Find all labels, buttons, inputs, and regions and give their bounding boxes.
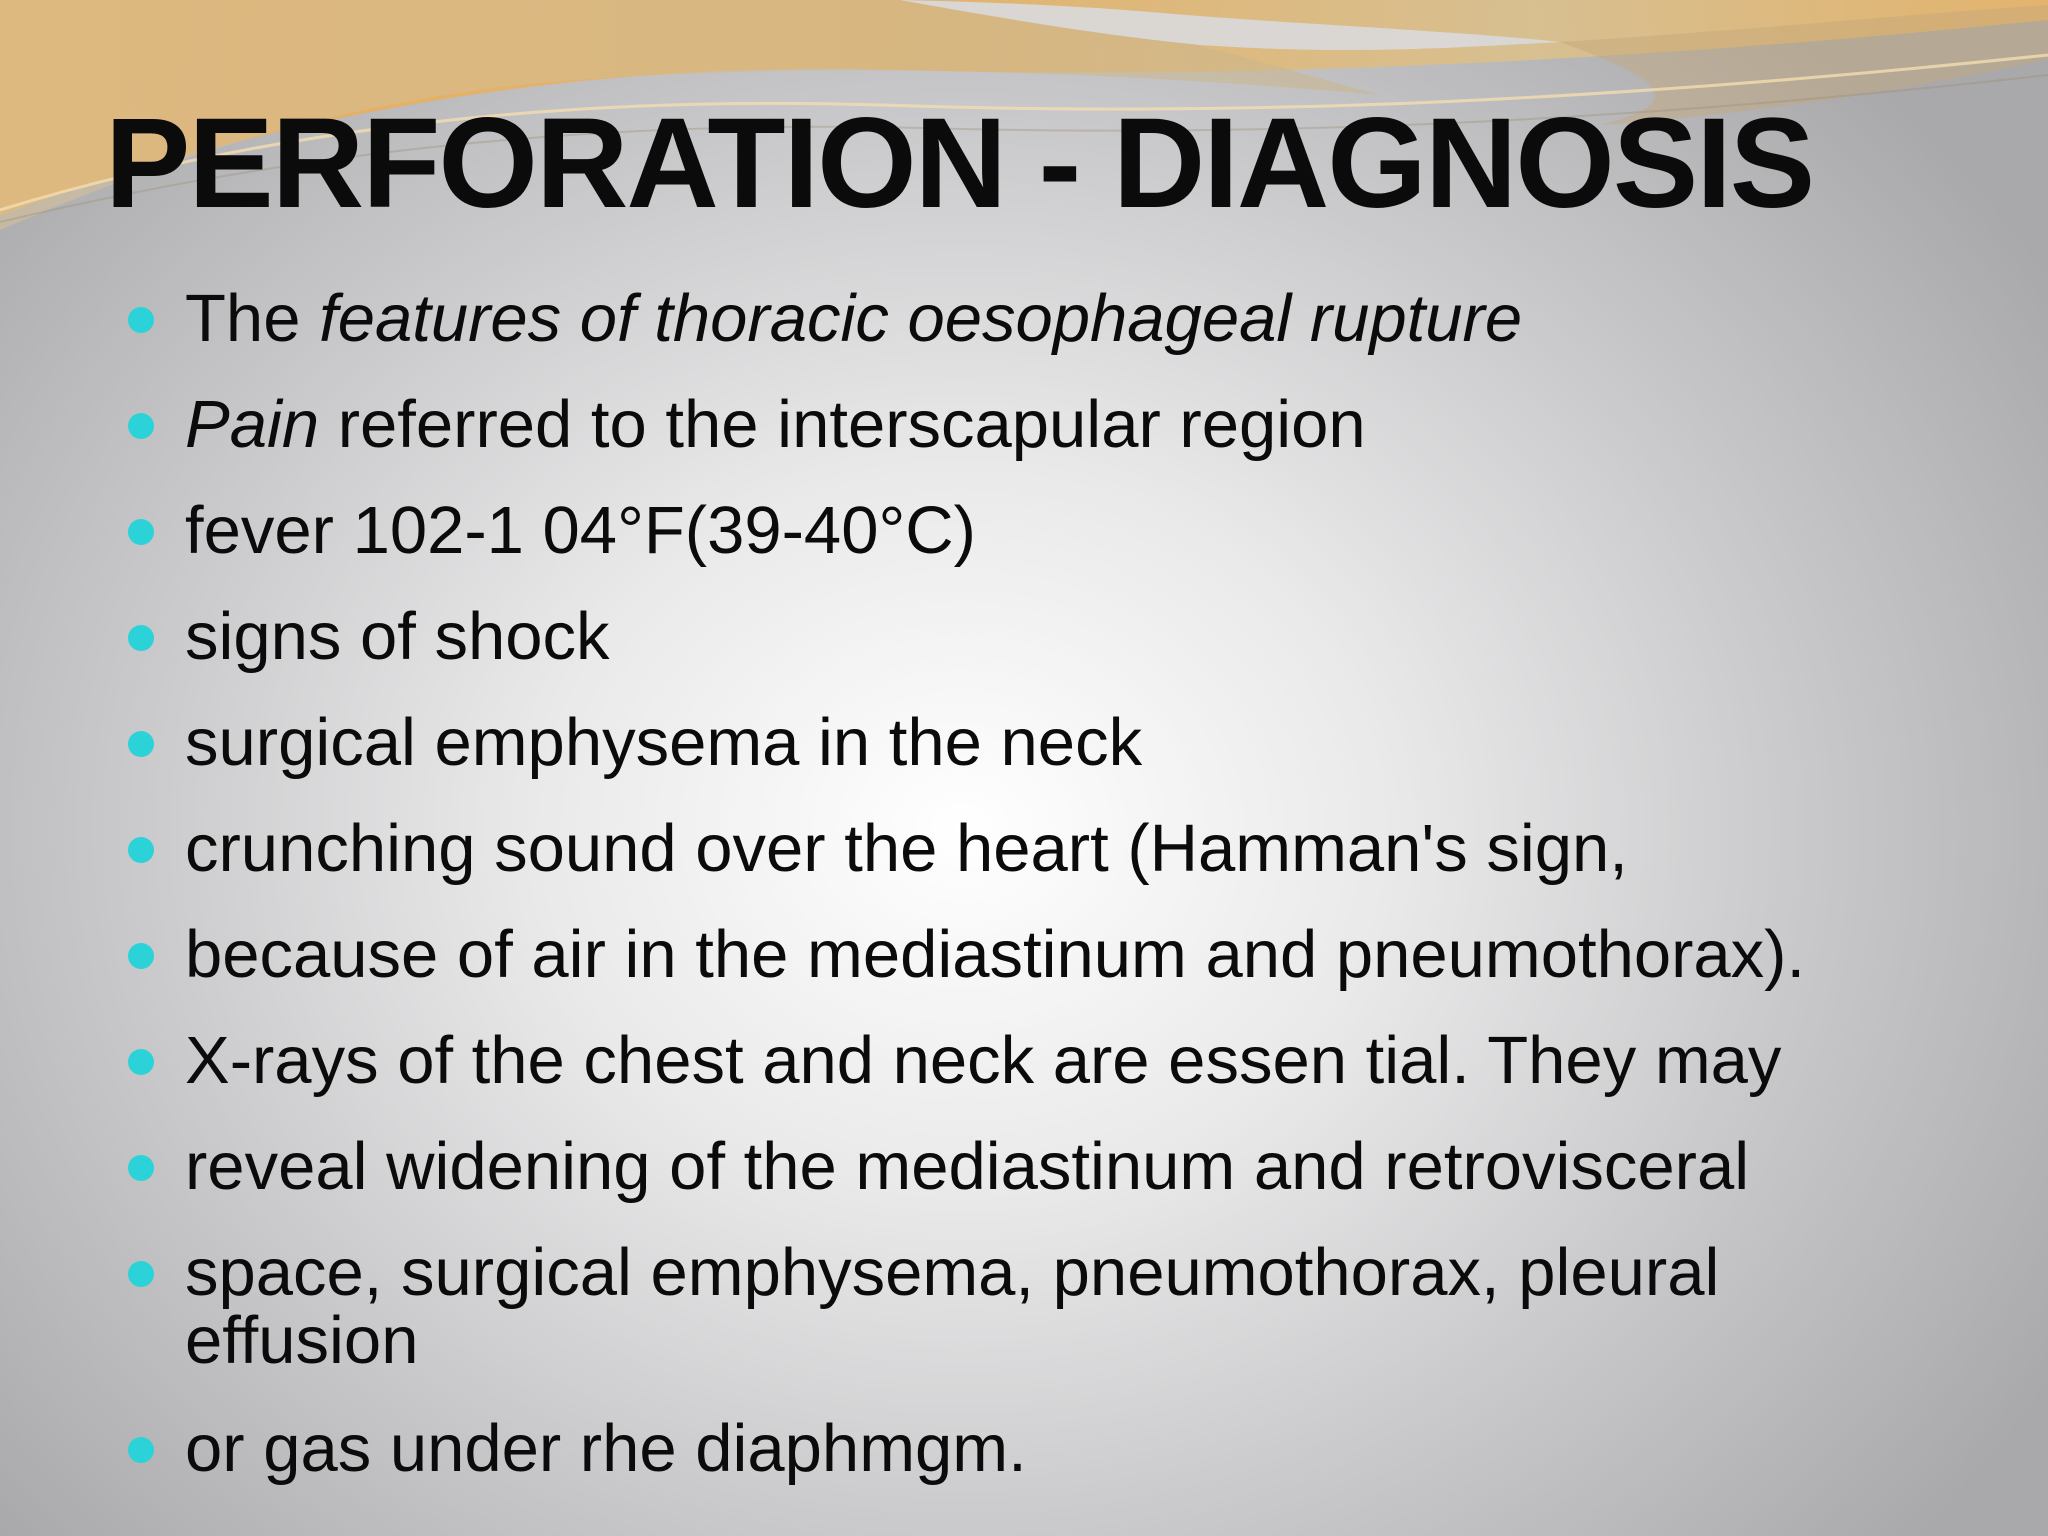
bullet-dot-icon xyxy=(128,1261,154,1287)
bullet-item xyxy=(128,387,2008,462)
bullet-text: signs of shock xyxy=(185,599,610,674)
bullet-text: surgical emphysema in the neck xyxy=(185,705,1143,780)
slide-title: PERFORATION - DIAGNOSIS xyxy=(105,92,1814,235)
bullet-item xyxy=(128,1411,2008,1486)
bullet-text xyxy=(185,281,2008,356)
bullet-dot-icon xyxy=(128,625,154,651)
bullet-text xyxy=(185,387,2008,462)
bullet-item xyxy=(128,705,2008,780)
bullet-text: reveal widening of the mediastinum and retrovisceral xyxy=(185,1129,1750,1204)
bullet-item xyxy=(128,493,2008,568)
bullet-text: or gas under rhe diaphmgm. xyxy=(185,1411,1027,1486)
bullet-dot-icon xyxy=(128,1155,154,1181)
bullet-dot-icon xyxy=(128,1049,154,1075)
bullet-dot-icon xyxy=(128,943,154,969)
bullet-text-italic-segment: features of thoracic oesophageal rupture xyxy=(319,281,1523,356)
bullet-dot-icon xyxy=(128,413,154,439)
bullet-text-italic-segment: Pain xyxy=(185,387,320,462)
bullet-item xyxy=(128,1023,2008,1098)
bullet-item xyxy=(128,281,2008,356)
bullet-item xyxy=(128,917,2008,992)
bullet-dot-icon xyxy=(128,837,154,863)
bullet-text: crunching sound over the heart (Hamman's sign, xyxy=(185,811,1628,886)
bullet-list xyxy=(128,281,2008,1521)
bullet-text-segment: The xyxy=(185,281,320,356)
bullet-item xyxy=(128,599,2008,674)
bullet-item xyxy=(128,1235,2008,1378)
bullet-text: fever 102-1 04°F(39-40°C) xyxy=(185,493,976,568)
bullet-text: X-rays of the chest and neck are essen tial. They may xyxy=(185,1023,1782,1098)
bullet-text: space, surgical emphysema, pneumothorax, pleural xyxy=(185,1235,1720,1310)
bullet-dot-icon xyxy=(128,519,154,545)
bullet-text-continuation: effusion xyxy=(185,1303,419,1378)
bullet-item xyxy=(128,811,2008,886)
bullet-text: because of air in the mediastinum and pneumothorax). xyxy=(185,917,1806,992)
bullet-dot-icon xyxy=(128,731,154,757)
bullet-dot-icon xyxy=(128,307,154,333)
bullet-text-segment: referred to the interscapular region xyxy=(319,387,1366,462)
bullet-item xyxy=(128,1129,2008,1204)
bullet-dot-icon xyxy=(128,1437,154,1463)
